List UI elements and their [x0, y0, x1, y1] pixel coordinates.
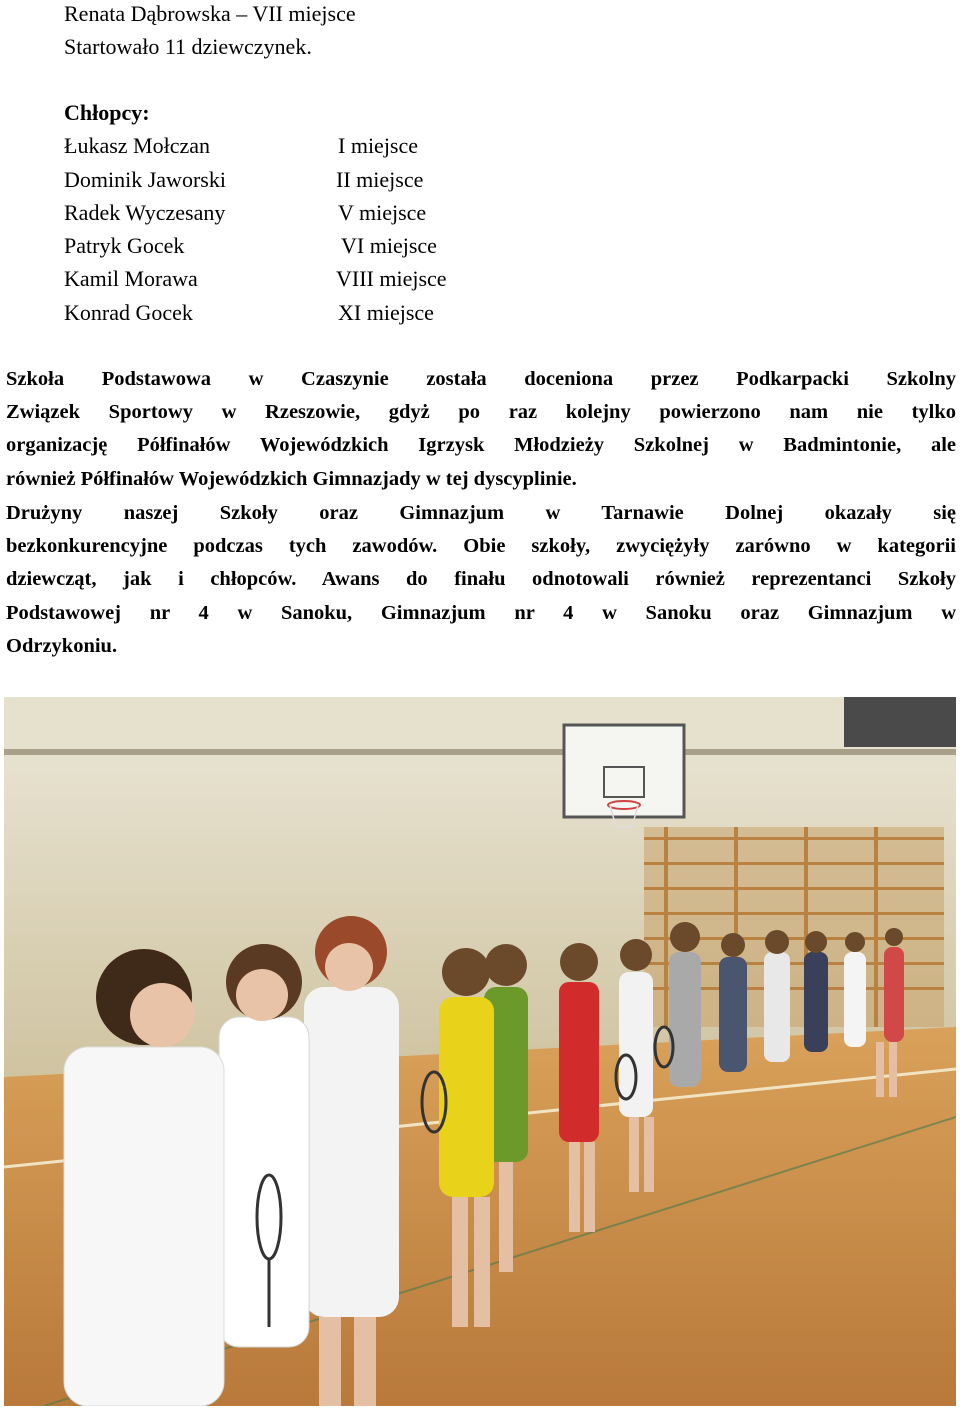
gym-upper-window — [844, 697, 956, 747]
boy-name-4: Patryk Gocek — [64, 233, 185, 258]
paragraph-results-line-5: Odrzykoniu. — [6, 634, 118, 657]
paragraph-recognition — [6, 363, 956, 496]
boy-name-1: Łukasz Mołczan — [64, 133, 210, 158]
boys-heading: Chłopcy: — [64, 100, 150, 125]
gym-balcony — [4, 697, 956, 753]
boy-place-3: V miejsce — [338, 200, 427, 225]
boy-name-2: Dominik Jaworski — [64, 167, 226, 192]
boy-place-1: I miejsce — [338, 133, 419, 158]
boy-name-6: Konrad Gocek — [64, 300, 193, 325]
paragraph-results-line-2: bezkonkurencyjne podczas tych zawodów. Obie szkoły, zwyciężyły zarówno w kategorii — [6, 535, 956, 558]
paragraph-recognition-line-1: Szkoła Podstawowa w Czaszynie została doceniona przez Podkarpacki Szkolny — [6, 368, 956, 390]
paragraph-recognition-line-3: organizację Półfinałów Wojewódzkich Igrzysk Młodzieży Szkolnej w Badmintonie, ale — [6, 434, 956, 457]
paragraph-results-line-1: Drużyny naszej Szkoły oraz Gimnazjum w Tarnawie Dolnej okazały się — [6, 502, 956, 524]
gym-photo — [4, 697, 956, 1406]
boy-place-4: VI miejsce — [341, 233, 437, 258]
paragraph-recognition-line-2: Związek Sportowy w Rzeszowie, gdyż po raz kolejny powierzono nam nie tylko — [6, 401, 956, 424]
boy-name-5: Kamil Morawa — [64, 266, 198, 291]
top-line-1: Renata Dąbrowska – VII miejsce — [64, 1, 356, 26]
paragraph-results-line-4: Podstawowej nr 4 w Sanoku, Gimnazjum nr 4 w Sanoku oraz Gimnazjum w — [6, 601, 956, 624]
gym-balcony-rail — [4, 749, 956, 755]
paragraph-recognition-line-4: również Półfinałów Wojewódzkich Gimnazjady w tej dyscyplinie. — [6, 467, 577, 490]
basketball-hoop — [564, 725, 684, 827]
paragraph-results — [6, 497, 956, 663]
boy-place-5: VIII miejsce — [336, 266, 447, 291]
top-line-2: Startowało 11 dziewczynek. — [64, 34, 312, 59]
boy-name-3: Radek Wyczesany — [64, 200, 226, 225]
boy-place-2: II miejsce — [336, 167, 424, 192]
paragraph-results-line-3: dziewcząt, jak i chłopców. Awans do finału odnotowali również reprezentanci Szkoły — [6, 568, 956, 591]
boy-place-6: XI miejsce — [338, 300, 434, 325]
